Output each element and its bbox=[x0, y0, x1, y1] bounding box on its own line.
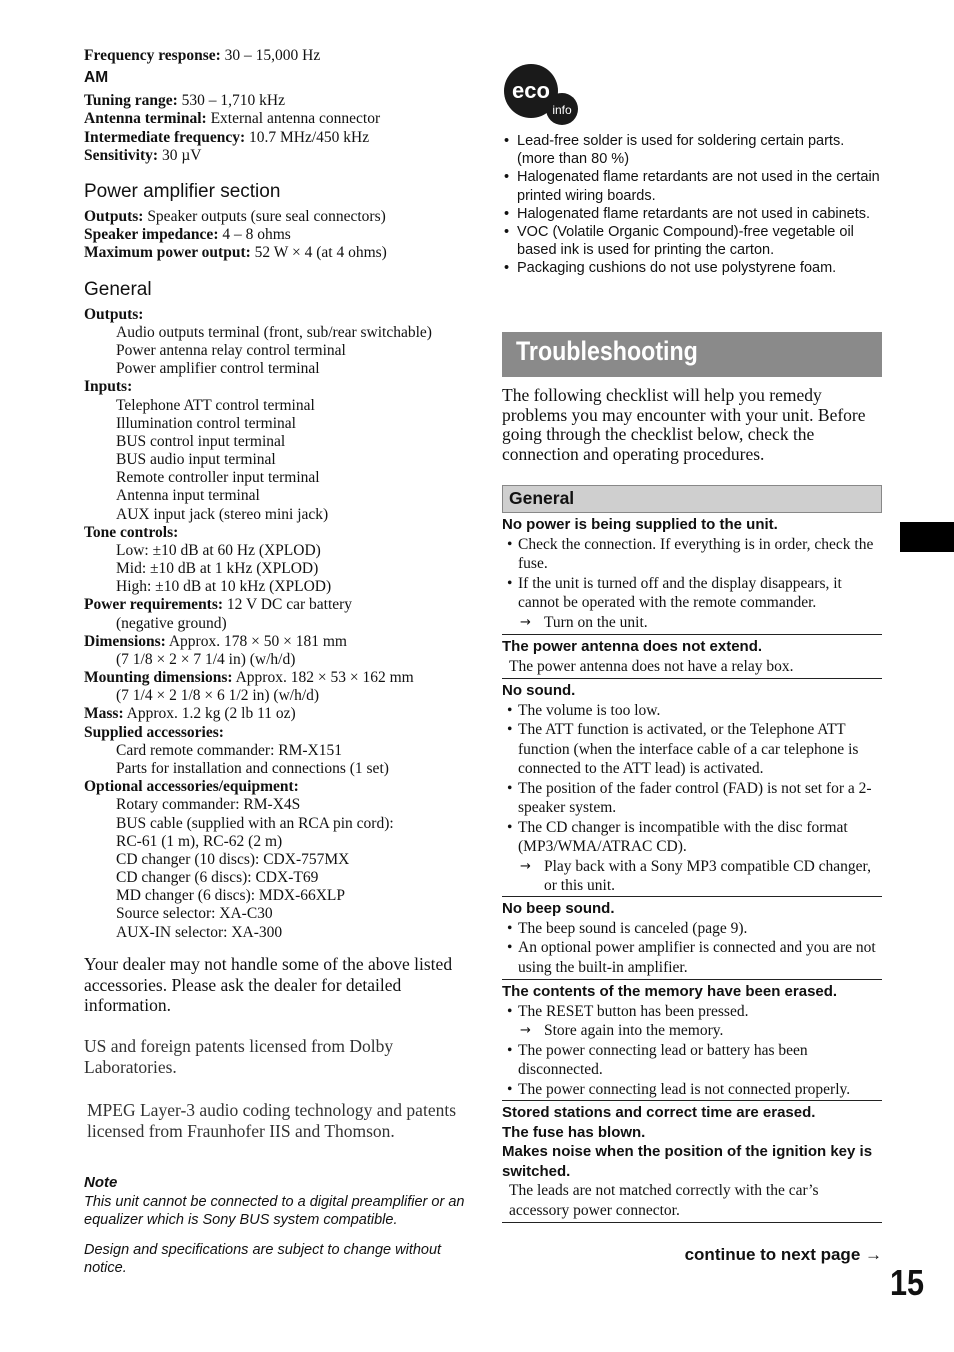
outputs-label: Outputs: bbox=[84, 306, 144, 323]
troubleshooting-title: Troubleshooting bbox=[516, 336, 698, 366]
general-heading: General bbox=[84, 279, 152, 300]
output-item: Audio outputs terminal (front, sub/rear switchable) bbox=[116, 324, 432, 341]
input-item: Illumination control terminal bbox=[116, 415, 296, 432]
dealer-notice: Your dealer may not handle some of the above listed accessories. Please ask the dealer for detailed information. bbox=[84, 954, 453, 1015]
trouble-title: Makes noise when the position of the ignition key is switched. bbox=[502, 1143, 873, 1180]
input-item: BUS audio input terminal bbox=[116, 451, 276, 468]
trouble-cause: • Check the connection. If everything is in order, check the fuse. bbox=[502, 535, 882, 574]
trouble-title: The fuse has blown. bbox=[502, 1123, 646, 1141]
output-item: Power amplifier control terminal bbox=[116, 360, 320, 377]
trouble-remedy: → Store again into the memory. bbox=[502, 1021, 882, 1041]
output-item: Power antenna relay control terminal bbox=[116, 342, 346, 359]
note-text: This unit cannot be connected to a digital preamplifier or an equalizer which is Sony BUS system compatible. bbox=[84, 1194, 465, 1228]
eco-bullet: • Packaging cushions do not use polystyrene foam. bbox=[502, 259, 882, 277]
eco-bullet-list bbox=[502, 132, 882, 278]
section-tab-marker bbox=[900, 522, 954, 552]
optional-item: RC-61 (1 m), RC-62 (2 m) bbox=[116, 833, 283, 850]
eco-logo-sub: info bbox=[552, 103, 572, 117]
inputs-label: Inputs: bbox=[84, 378, 133, 395]
troubleshooting-banner bbox=[502, 332, 882, 377]
input-item: BUS control input terminal bbox=[116, 433, 286, 450]
optional-item: MD changer (6 discs): MDX-66XLP bbox=[116, 887, 346, 904]
input-item: Antenna input terminal bbox=[116, 487, 260, 504]
spec-tuning-range: Tuning range: 530 – 1,710 kHz bbox=[84, 92, 285, 109]
general-section-heading: General bbox=[509, 488, 575, 508]
trouble-title: The contents of the memory have been erased. bbox=[502, 983, 838, 1000]
spec-dimensions: Dimensions: Approx. 178 × 50 × 181 mm bbox=[84, 633, 347, 650]
optional-item: Source selector: XA-C30 bbox=[116, 905, 273, 922]
trouble-cause: • The power connecting lead is not connected properly. bbox=[502, 1080, 882, 1100]
design-notice: Design and specifications are subject to change without notice. bbox=[84, 1242, 442, 1276]
optional-item: CD changer (6 discs): CDX-T69 bbox=[116, 869, 319, 886]
spec-power-requirements-cont: (negative ground) bbox=[116, 615, 227, 632]
trouble-cause: • The volume is too low. bbox=[502, 701, 882, 721]
supplied-item: Parts for installation and connections (1 set) bbox=[116, 760, 389, 777]
trouble-no-beep bbox=[502, 899, 882, 980]
trouble-cause: The power antenna does not have a relay box. bbox=[509, 657, 794, 675]
trouble-stations-erased bbox=[502, 1103, 882, 1223]
spec-antenna-terminal: Antenna terminal: External antenna connector bbox=[84, 110, 381, 127]
general-section-bar bbox=[502, 485, 882, 513]
spec-power-requirements: Power requirements: 12 V DC car battery bbox=[84, 596, 353, 613]
mpeg-notice: MPEG Layer-3 audio coding technology and patents licensed from Fraunhofer IIS and Thomson. bbox=[87, 1100, 457, 1141]
trouble-cause: • An optional power amplifier is connected and you are not using the built-in amplifier. bbox=[502, 938, 882, 977]
trouble-title: No beep sound. bbox=[502, 900, 615, 917]
continue-next-page: continue to next page → bbox=[684, 1245, 882, 1264]
optional-item: CD changer (10 discs): CDX-757MX bbox=[116, 851, 350, 868]
supplied-label: Supplied accessories: bbox=[84, 724, 224, 741]
eco-bullet: • Halogenated flame retardants are not used in cabinets. bbox=[502, 205, 882, 223]
trouble-title: No power is being supplied to the unit. bbox=[502, 516, 778, 533]
trouble-no-power bbox=[502, 515, 882, 635]
trouble-remedy: → Turn on the unit. bbox=[502, 613, 882, 633]
spec-max-power: Maximum power output: 52 W × 4 (at 4 ohms) bbox=[84, 244, 387, 261]
am-heading: AM bbox=[84, 69, 109, 86]
eco-logo-word: eco bbox=[512, 78, 550, 103]
trouble-cause: • The RESET button has been pressed. bbox=[502, 1002, 882, 1022]
trouble-cause: • The beep sound is canceled (page 9). bbox=[502, 919, 882, 939]
optional-item: AUX-IN selector: XA-300 bbox=[116, 924, 283, 941]
eco-bullet: • Lead-free solder is used for soldering certain parts. (more than 80 %) bbox=[502, 132, 882, 168]
trouble-remedy: → Play back with a Sony MP3 compatible CD changer, or this unit. bbox=[502, 857, 882, 896]
spec-dimensions-inch: (7 1/8 × 2 × 7 1/4 in) (w/h/d) bbox=[116, 651, 296, 668]
trouble-cause: • The power connecting lead or battery has been disconnected. bbox=[502, 1041, 882, 1080]
spec-frequency-response: Frequency response: 30 – 15,000 Hz bbox=[84, 47, 321, 64]
trouble-no-sound bbox=[502, 681, 882, 897]
input-item: AUX input jack (stereo mini jack) bbox=[116, 506, 329, 523]
spec-sensitivity: Sensitivity: 30 µV bbox=[84, 147, 202, 164]
dolby-notice: US and foreign patents licensed from Dolby Laboratories. bbox=[84, 1036, 394, 1077]
troubleshooting-intro: The following checklist will help you remedy problems you may encounter with your unit. Before going through the checklist below, check the connection and operating procedures. bbox=[502, 385, 866, 464]
trouble-memory-erased bbox=[502, 982, 882, 1101]
spec-mounting-inch: (7 1/4 × 2 1/8 × 6 1/2 in) (w/h/d) bbox=[116, 687, 320, 704]
note-title: Note bbox=[84, 1174, 118, 1191]
eco-bullet: • Halogenated flame retardants are not used in the certain printed wiring boards. bbox=[502, 168, 882, 204]
eco-bullet: • VOC (Volatile Organic Compound)-free vegetable oil based ink is used for printing the carton. bbox=[502, 223, 882, 259]
trouble-cause: • If the unit is turned off and the display disappears, it cannot be operated with the remote commander. bbox=[502, 574, 882, 613]
power-amplifier-heading: Power amplifier section bbox=[84, 181, 281, 202]
page-number: 15 bbox=[890, 1262, 925, 1303]
trouble-title: Stored stations and correct time are erased. bbox=[502, 1104, 816, 1121]
trouble-cause: The leads are not matched correctly with the car’s accessory power connector. bbox=[509, 1182, 819, 1219]
spec-outputs: Outputs: Speaker outputs (sure seal connectors) bbox=[84, 208, 386, 225]
tone-label: Tone controls: bbox=[84, 524, 179, 541]
spec-mass: Mass: Approx. 1.2 kg (2 lb 11 oz) bbox=[84, 705, 296, 722]
spec-speaker-impedance: Speaker impedance: 4 – 8 ohms bbox=[84, 226, 291, 243]
trouble-title: No sound. bbox=[502, 682, 576, 699]
input-item: Telephone ATT control terminal bbox=[116, 397, 315, 414]
tone-item: Mid: ±10 dB at 1 kHz (XPLOD) bbox=[116, 560, 319, 577]
spec-intermediate-frequency: Intermediate frequency: 10.7 MHz/450 kHz bbox=[84, 129, 370, 146]
trouble-title: The power antenna does not extend. bbox=[502, 638, 763, 655]
trouble-power-antenna bbox=[502, 637, 882, 679]
trouble-cause: • The position of the fader control (FAD) is not set for a 2-speaker system. bbox=[502, 779, 882, 818]
input-item: Remote controller input terminal bbox=[116, 469, 320, 486]
optional-label: Optional accessories/equipment: bbox=[84, 778, 299, 795]
tone-item: Low: ±10 dB at 60 Hz (XPLOD) bbox=[116, 542, 321, 559]
tone-item: High: ±10 dB at 10 kHz (XPLOD) bbox=[116, 578, 332, 595]
supplied-item: Card remote commander: RM-X151 bbox=[116, 742, 342, 759]
optional-item: BUS cable (supplied with an RCA pin cord): bbox=[116, 815, 394, 832]
optional-item: Rotary commander: RM-X4S bbox=[116, 796, 301, 813]
trouble-cause: • The CD changer is incompatible with the disc format (MP3/WMA/ATRAC CD). bbox=[502, 818, 882, 857]
trouble-cause: • The ATT function is activated, or the Telephone ATT function (when the interface cable of a car telephone is connected to the ATT lead) is activated. bbox=[502, 720, 882, 779]
spec-mounting-dimensions: Mounting dimensions: Approx. 182 × 53 × 162 mm bbox=[84, 669, 414, 686]
eco-info-logo bbox=[502, 62, 580, 130]
